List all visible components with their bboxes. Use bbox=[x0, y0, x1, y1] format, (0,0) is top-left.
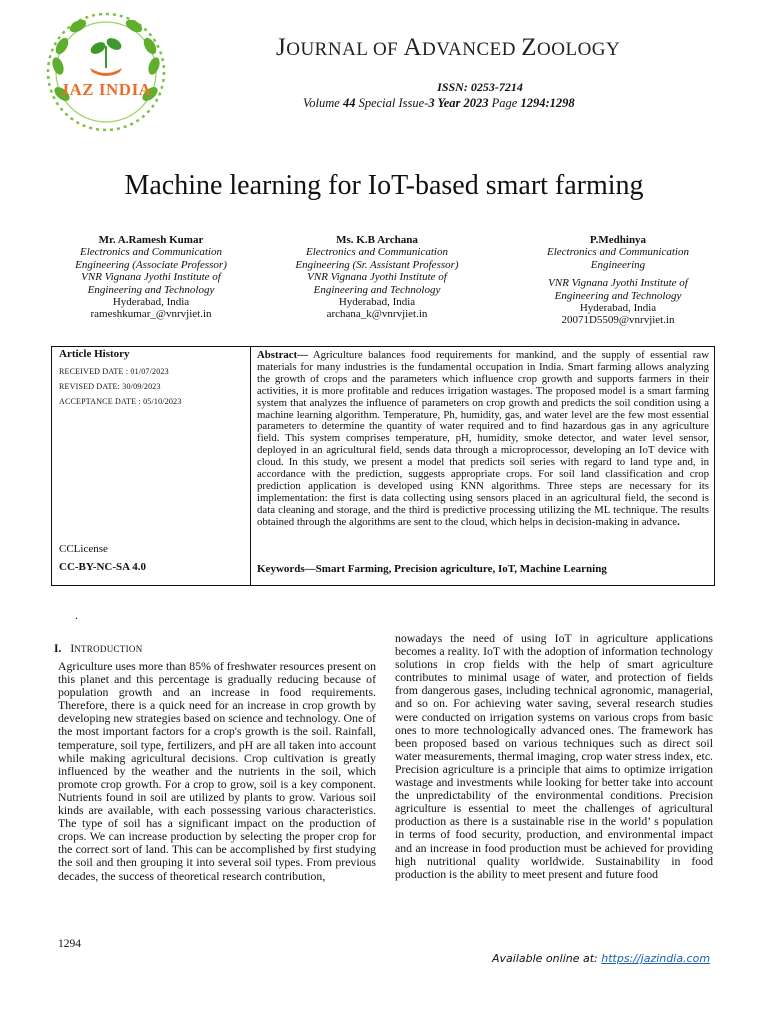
section-heading-introduction: I. INTRODUCTION bbox=[54, 643, 143, 655]
author-affiliation: Engineering (Associate Professor) bbox=[75, 258, 227, 271]
body-column-left: Agriculture uses more than 85% of freshwater resources present on this planet and this percentage is gradually reducing because of population growth and an increase in food requirements. Therefore, there is a quick need for an increase in crop growth by developing new strategies based on science and technology. One of the most important factors for a crop's growth is the soil. Rainfall, temperature, soil type, fertilizers, and pH are all taken into account while making agricultural decisions. Crop cultivation is greatly influenced by the weather and the nutrients in the soil, which promote crop growth. For a crop to grow, soil is a key component. Nutrients found in soil are utilized by plants to grow. Various soil kinds are available, with each possessing various characteristics. The type of soil has a significant impact on the production of crops. We can increase production by selecting the proper crop for the correct sort of land. This can be accomplished by first studying the soil and then grouping it into several soil types. From previous decades, the success of theoretical research contribution, bbox=[58, 659, 376, 883]
box-divider bbox=[250, 346, 251, 586]
author-affiliation: Engineering bbox=[590, 258, 646, 271]
author-affiliation: Engineering and Technology bbox=[313, 283, 441, 296]
author-email: rameshkumar_@vnrvjiet.in bbox=[90, 308, 212, 321]
page-number: 1294 bbox=[58, 938, 81, 950]
revised-date: REVISED DATE: 30/09/2023 bbox=[59, 382, 161, 391]
author-block bbox=[36, 234, 266, 321]
author-affiliation: VNR Vignana Jyothi Institute of bbox=[81, 271, 221, 284]
author-city: Hyderabad, India bbox=[579, 302, 657, 315]
cc-license-label: CCLicense bbox=[59, 543, 108, 555]
received-date: RECEIVED DATE : 01/07/2023 bbox=[59, 367, 169, 376]
author-affiliation: Electronics and Communication bbox=[80, 246, 222, 259]
author-email: archana_k@vnrvjiet.in bbox=[326, 308, 428, 321]
author-name: Mr. A.Ramesh Kumar bbox=[98, 234, 204, 246]
author-affiliation: VNR Vignana Jyothi Institute of bbox=[307, 271, 447, 284]
logo-text: JAZ INDIA bbox=[60, 80, 152, 99]
body-column-right: nowadays the need of using IoT in agriculture applications becomes a reality. IoT with the adoption of information technology solutions in crop fields with the help of smart agriculture contributes to minimal usage of water, and protection of fields from dangerous gases, including technical agronomic, managerial, and so on. For achieving water saving, several research studies were conducted on irrigation systems on various crops from basic ones to more technologically advanced ones. The framework has been proposed based on various techniques such as direct soil water measurements, thermal imaging, crop water stress index, etc. Precision agriculture is a principle that aims to optimize irrigation wastage and investments while looking for better take into account the unpredictability of the environmental conditions. Precision agriculture is essential to meet the challenges of agricultural production as there is a sustainable rise in the world’ s population in terms of food security, production, and environmental impact and an increase in food production must be achieved for providing high nutritional quality worldwide. Sustainability in food production is the ability to meet present and future food bbox=[395, 631, 713, 881]
abstract: Abstract— Agriculture balances food requirements for mankind, and the supply of essential raw materials for many industries is the fundamental occupation in India. Smart farming allows analyzing the growth of crops and the parameters which influence crop growth and supports farmers in their activities, it is more profitable and reduces irrigation wastages. The proposed model is a smart farming system that analyzes the influence of parameters on crop growth and predicts the soil condition using a machine learning algorithm. Temperature, Ph, humidity, gas, and water level are the few most essential parameters to determine the quantity of water required and to find hazardous gas in any agriculture field. This system comprises temperature, pH, humidity, smoke detector, and water level sensor, deployed in an agricultural field, sends data through a microprocessor, developing an IoT device with cloud. In this study, we present a model that predicts soil series with regard to land type and, in accordance with the prediction, suggests appropriate crops. For soil land classification and crop prediction application is developed using KNN algorithms. Three steps are necessary for its implementation: the first is data collecting using sensors placed in an agricultural field, the second is data cleaning and storage, and the third is predictive processing utilizing the ML technique. The results obtained through the algorithms are sent to the cloud, which helps in decision-making in advance. bbox=[257, 349, 709, 528]
volume-line: Volume 44 Special Issue-3 Year 2023 Page 1294:1298 bbox=[303, 96, 575, 110]
author-affiliation: Electronics and Communication bbox=[547, 246, 689, 259]
acceptance-date: ACCEPTANCE DATE : 05/10/2023 bbox=[59, 397, 182, 406]
author-city: Hyderabad, India bbox=[112, 296, 190, 309]
issn: ISSN: 0253-7214 bbox=[437, 80, 523, 94]
author-affiliation: Engineering (Sr. Assistant Professor) bbox=[295, 258, 459, 271]
article-history-title: Article History bbox=[59, 348, 130, 360]
journal-title: JOURNAL OF ADVANCED ZOOLOGY bbox=[276, 34, 621, 61]
logo-leaf-wreath-icon bbox=[40, 6, 172, 138]
author-affiliation: VNR Vignana Jyothi Institute of bbox=[548, 277, 688, 290]
journal-website-link[interactable]: https://jazindia.com bbox=[601, 952, 711, 965]
paper-title: Machine learning for IoT-based smart farming bbox=[124, 170, 644, 201]
author-city: Hyderabad, India bbox=[338, 296, 416, 309]
abstract-label: Abstract— bbox=[257, 349, 308, 361]
journal-logo bbox=[40, 6, 172, 138]
keywords: Keywords—Smart Farming, Precision agriculture, IoT, Machine Learning bbox=[257, 563, 607, 575]
stray-dot: . bbox=[75, 608, 78, 622]
author-name: P.Medhinya bbox=[589, 234, 647, 246]
author-affiliation: Electronics and Communication bbox=[306, 246, 448, 259]
abstract-text: Agriculture balances food requirements for mankind, and the supply of essential raw materials for many industries is the fundamental occupation in India. Smart farming allows analyzing the growth of crops and the parameters which influence crop growth and supports farmers in their activities, it is more profitable and reduces irrigation wastages. The proposed model is a smart farming system that analyzes the influence of parameters on crop growth and predicts the soil condition using a machine learning algorithm. Temperature, Ph, humidity, gas, and water level are the few most essential parameters to determine the quantity of water required and to find hazardous gas in any agriculture field. This system comprises temperature, pH, humidity, smoke detector, and water level sensor, deployed in an agricultural field, sends data through a microprocessor, developing an IoT device with cloud. In this study, we present a model that predicts soil series with regard to land type and, in accordance with the prediction, suggests appropriate crops. For soil land classification and crop prediction application is developed using KNN algorithms. Three steps are necessary for its implementation: the first is data collecting using sensors placed in an agricultural field, the second is data cleaning and storage, and the third is predictive processing utilizing the ML technique. The results obtained through the algorithms are sent to the cloud, which helps in decision-making in advance bbox=[257, 349, 709, 528]
author-block bbox=[503, 234, 733, 327]
author-affiliation: Engineering and Technology bbox=[87, 283, 215, 296]
author-affiliation: Engineering and Technology bbox=[554, 289, 682, 302]
available-online: Available online at: https://jazindia.com bbox=[492, 952, 711, 965]
cc-license-type: CC-BY-NC-SA 4.0 bbox=[59, 561, 146, 573]
author-block bbox=[262, 234, 492, 321]
author-name: Ms. K.B Archana bbox=[336, 234, 418, 246]
author-email: 20071D5509@vnrvjiet.in bbox=[561, 314, 675, 327]
